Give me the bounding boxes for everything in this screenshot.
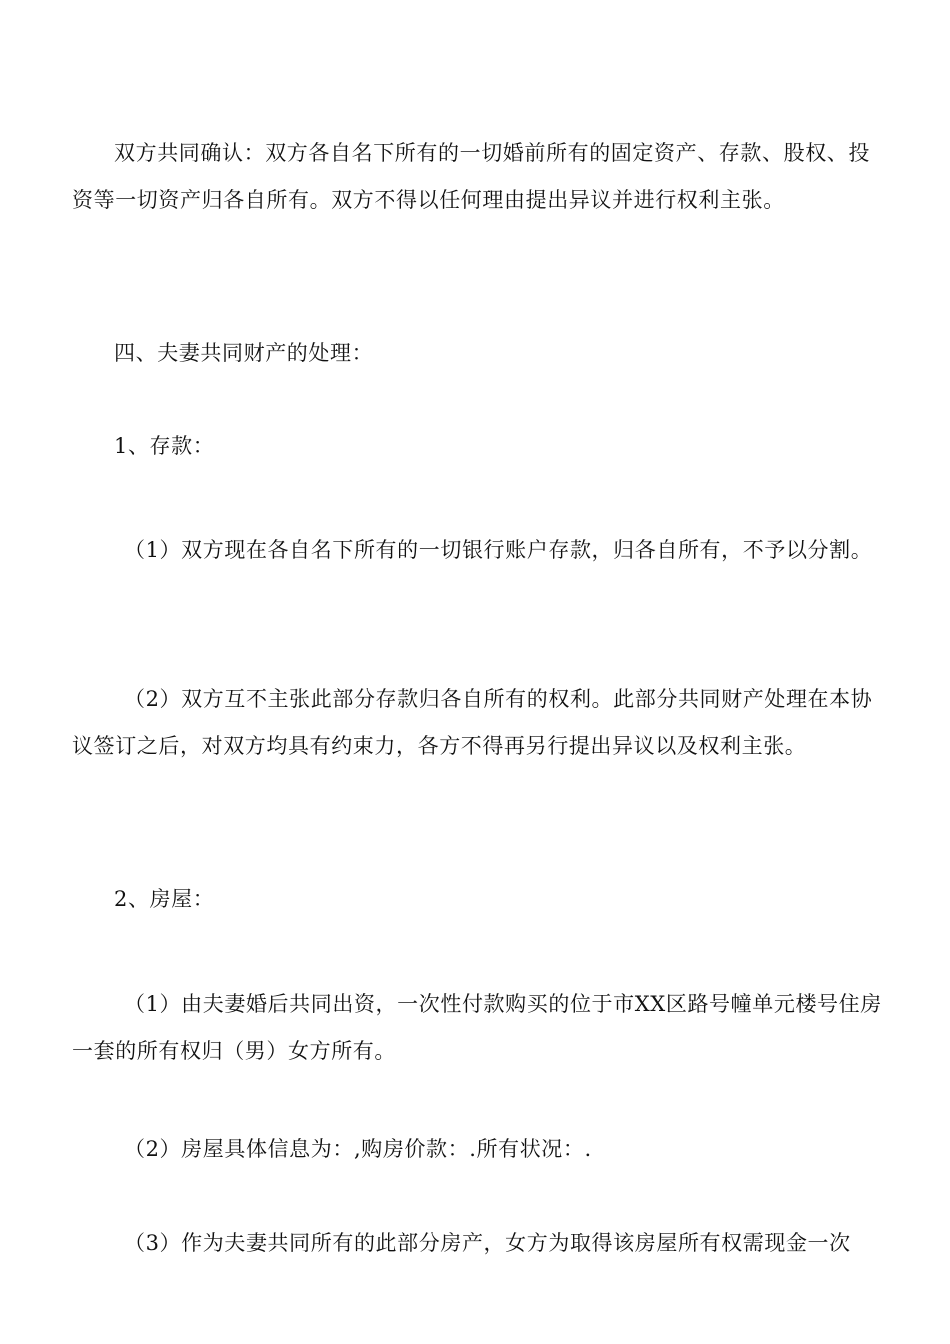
paragraph-premarital-assets: 双方共同确认：双方各自名下所有的一切婚前所有的固定资产、存款、股权、投资等一切资产归各自所有。双方不得以任何理由提出异议并进行权利主张。	[72, 141, 870, 212]
paragraph-deposits-item-1: （1）双方现在各自名下所有的一切银行账户存款，归各自所有，不予以分割。	[124, 538, 873, 562]
subheading-deposits: 1、存款：	[114, 434, 215, 458]
paragraph-house-item-3: （3）作为夫妻共同所有的此部分房产，女方为取得该房屋所有权需现金一次	[124, 1231, 851, 1255]
paragraph-house-item-1: （1）由夫妻婚后共同出资，一次性付款购买的位于市XX区路号幢单元楼号住房一套的所有权归（男）女方所有。	[72, 992, 882, 1063]
paragraph-house-item-2: （2）房屋具体信息为：,购房价款：.所有状况：.	[124, 1137, 592, 1161]
section-heading-joint-property: 四、夫妻共同财产的处理：	[114, 341, 374, 365]
paragraph-deposits-item-2: （2）双方互不主张此部分存款归各自所有的权利。此部分共同财产处理在本协议签订之后，对双方均具有约束力，各方不得再另行提出异议以及权利主张。	[72, 687, 873, 758]
subheading-house: 2、房屋：	[114, 887, 215, 911]
